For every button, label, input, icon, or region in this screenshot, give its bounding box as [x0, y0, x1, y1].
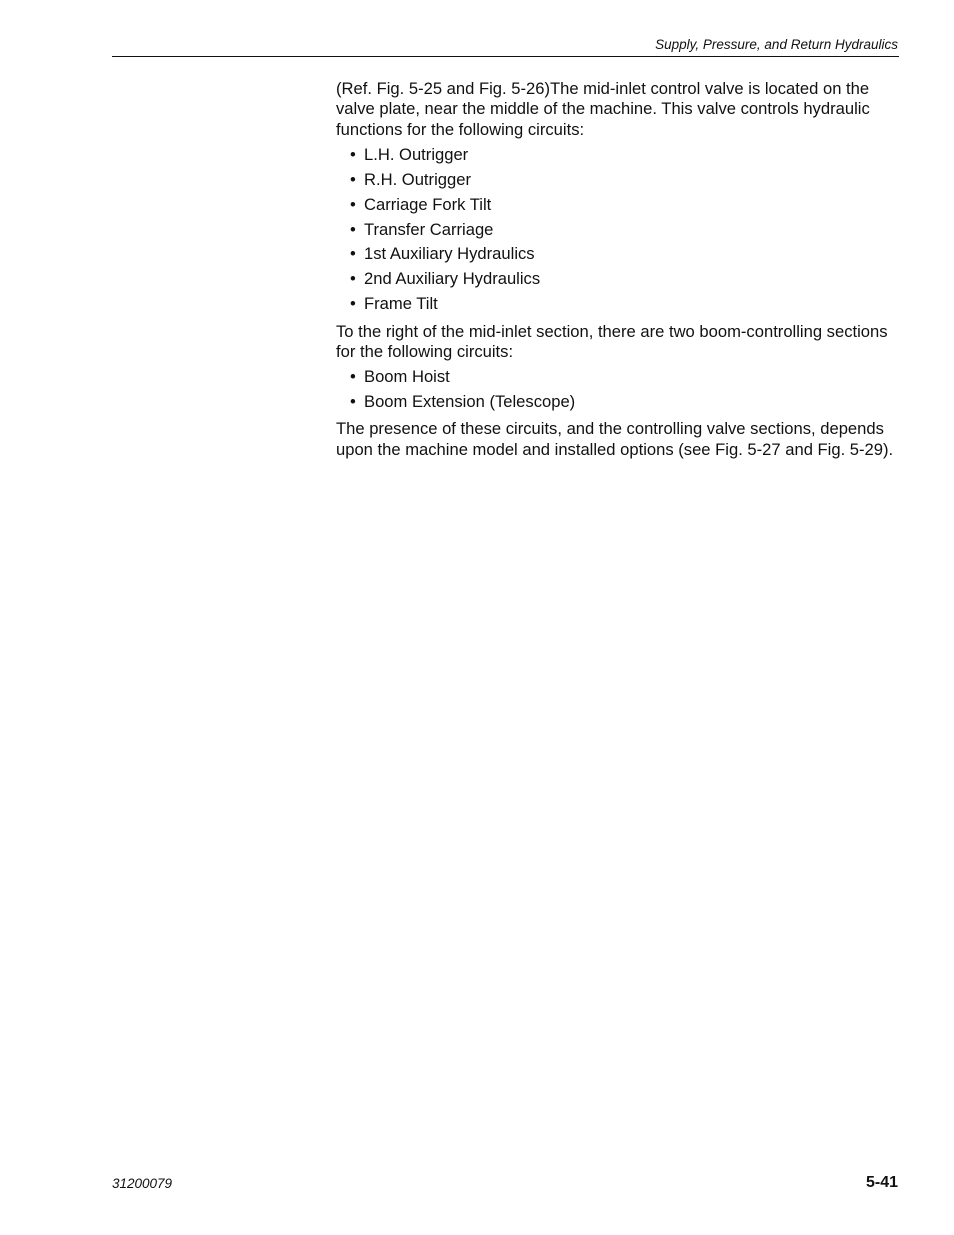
bullet-icon: •: [350, 244, 356, 264]
list-item-label: R.H. Outrigger: [364, 169, 471, 189]
boom-sections-paragraph: To the right of the mid-inlet section, there are two boom-controlling sections for the following circuits:: [336, 321, 888, 361]
bullet-icon: •: [350, 392, 356, 412]
list-item: [336, 170, 898, 190]
list-item-label: 1st Auxiliary Hydraulics: [364, 244, 535, 264]
bullet-icon: •: [350, 367, 356, 387]
document-number: 31200079: [112, 1176, 173, 1191]
list-item-label: Carriage Fork Tilt: [364, 194, 492, 214]
list-item-label: Boom Extension (Telescope): [364, 392, 576, 412]
list-item: [336, 269, 898, 289]
bullet-icon: •: [350, 269, 356, 289]
list-item: [336, 220, 898, 240]
bullet-icon: •: [350, 294, 356, 314]
bullet-icon: •: [350, 169, 356, 189]
main-content: [336, 79, 898, 460]
list-item-label: Transfer Carriage: [364, 219, 494, 239]
running-header-title: Supply, Pressure, and Return Hydraulics: [655, 37, 898, 52]
list-item: [336, 145, 898, 165]
list-item-label: Frame Tilt: [364, 294, 438, 314]
page-number: 5-41: [865, 1174, 898, 1191]
list-item: [336, 367, 898, 387]
list-item: [336, 195, 898, 215]
header-divider: [112, 56, 899, 57]
intro-paragraph: (Ref. Fig. 5-25 and Fig. 5-26)The mid-inlet control valve is located on the valve plate, near the middle of the machine. This valve controls hydraulic functions for the following circuits:: [336, 79, 870, 139]
boom-circuit-list: [336, 367, 898, 412]
bullet-icon: •: [350, 144, 356, 164]
list-item-label: L.H. Outrigger: [364, 144, 469, 164]
list-item: [336, 294, 898, 314]
list-item-label: 2nd Auxiliary Hydraulics: [364, 269, 541, 289]
closing-paragraph: The presence of these circuits, and the controlling valve sections, depends upon the machine model and installed options (see Fig. 5-27 and Fig. 5-29).: [336, 419, 894, 459]
list-item-label: Boom Hoist: [364, 367, 450, 387]
bullet-icon: •: [350, 194, 356, 214]
mid-inlet-circuit-list: [336, 145, 898, 315]
list-item: [336, 392, 898, 412]
bullet-icon: •: [350, 219, 356, 239]
list-item: [336, 244, 898, 264]
